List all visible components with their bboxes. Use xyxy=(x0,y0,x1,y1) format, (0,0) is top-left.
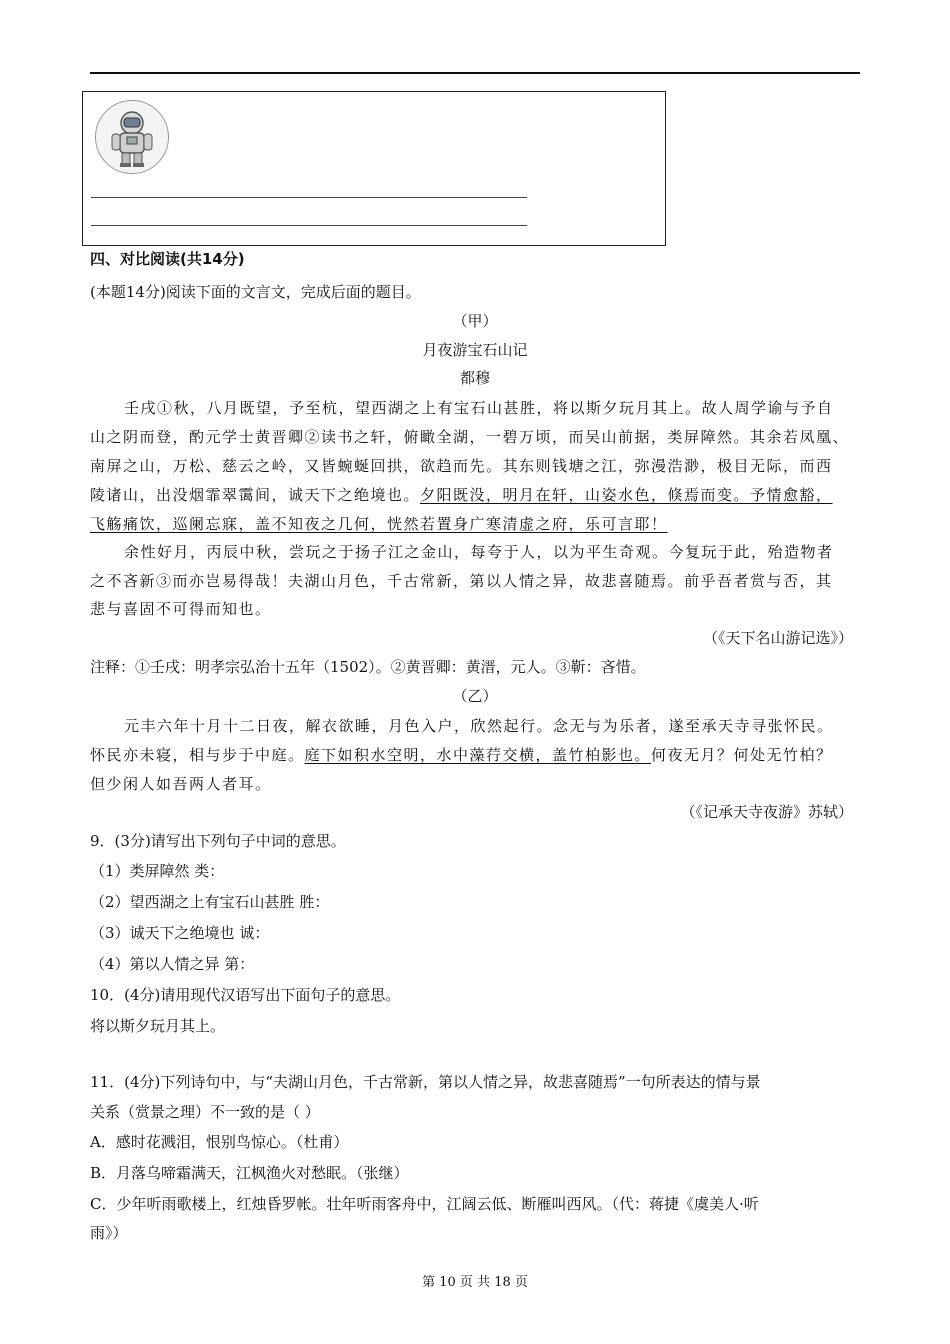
passage-b-source: （《记承天寺夜游》苏轼） xyxy=(680,803,853,821)
underlined-sentence: 庭下如积水空明，水中藻荇交横，盖竹柏影也。 xyxy=(304,746,652,764)
answer-box xyxy=(82,91,666,246)
q10-stem: 10．(4分)请用现代汉语写出下面句子的意思。 xyxy=(90,986,401,1004)
q11-option-c: C．少年听雨歌楼上，红烛昏罗帐。壮年听雨客舟中，江阔云低、断雁叫西风。（代：蒋捷《虞美人·听 xyxy=(90,1195,759,1213)
section-title: 四、对比阅读(共14分) xyxy=(90,250,245,268)
q11-stem: 11．(4分)下列诗句中，与“夫湖山月色，千古常新，第以人情之异，故悲喜随焉”一句所表达的情与景 xyxy=(90,1073,761,1091)
passage-a-title: 月夜游宝石山记 xyxy=(422,341,528,359)
passage-a-line: 余性好月，丙辰中秋，尝玩之于扬子江之金山，每夸于人，以为平生奇观。今复玩于此，殆造物者 xyxy=(124,543,834,561)
q9-item: （4）第以人情之异 第： xyxy=(90,955,255,973)
passage-b-line: 怀民亦未寝，相与步于中庭。庭下如积水空明，水中藻荇交横，盖竹柏影也。何夜无月？何处无竹柏？ xyxy=(90,746,833,764)
passage-a-source: （《天下名山游记选》） xyxy=(702,629,853,647)
q9-stem: 9．(3分)请写出下列句子中词的意思。 xyxy=(90,832,346,850)
q11-option-a: A．感时花溅泪，恨别鸟惊心。（杜甫） xyxy=(90,1133,349,1151)
passage-a-label: （甲） xyxy=(452,312,498,330)
passage-a-line: 之不吝新③而亦岂易得哉！夫湖山月色，千古常新，第以人情之异，故悲喜随焉。前乎吾者赏与否，其 xyxy=(90,572,833,590)
notes: 注释：①壬戌：明孝宗弘治十五年（1502）。②黄晋卿：黄溍，元人。③靳：吝惜。 xyxy=(90,658,646,676)
q9-item: （1）类屏障然 类： xyxy=(90,862,225,880)
answer-line xyxy=(91,225,527,226)
page-footer: 第 10 页 共 18 页 xyxy=(422,1275,528,1290)
underlined-sentence: 夕阳既没，明月在轩，山姿水色，倏焉而变。予情愈豁， xyxy=(420,486,833,504)
q11-option-c: 雨》） xyxy=(90,1224,128,1242)
passage-b-line: 但少闲人如吾两人者耳。 xyxy=(90,775,272,793)
passage-a-line: 悲与喜固不可得而知也。 xyxy=(90,600,272,618)
passage-a-line: 陵诸山，出没烟霏翠霭间，诚天下之绝境也。夕阳既没，明月在轩，山姿水色，倏焉而变。予情愈豁， xyxy=(90,486,833,504)
q9-item: （2）望西湖之上有宝石山甚胜 胜： xyxy=(90,893,330,911)
passage-b-line: 元丰六年十月十二日夜，解衣欲睡，月色入户，欣然起行。念无与为乐者，遂至承天寺寻张怀民。 xyxy=(124,717,834,735)
header-rule xyxy=(90,72,860,74)
intro-text: (本题14分)阅读下面的文言文，完成后面的题目。 xyxy=(90,283,421,301)
answer-line xyxy=(91,197,527,198)
astronaut-icon xyxy=(95,100,169,174)
passage-a-line: 壬戌①秋，八月既望，予至杭，望西湖之上有宝石山甚胜，将以斯夕玩月其上。故人周学谕与予自 xyxy=(124,399,834,417)
passage-a-line: 南屏之山，万松、慈云之岭，又皆蜿蜒回拱，欲趋而先。其东则钱塘之江，弥漫浩渺，极目无际，而西 xyxy=(90,457,833,475)
q9-item: （3）诚天下之绝境也 诚： xyxy=(90,924,270,942)
passage-a-author: 都穆 xyxy=(459,369,490,387)
passage-a-line: 山之阴而登，酌元学士黄晋卿②读书之轩，俯瞰全湖，一碧万顷，而吴山前据，类屏障然。其余若凤凰、 xyxy=(90,428,850,446)
underlined-sentence: 飞觞痛饮，巡阑忘寐，盖不知夜之几何，恍然若置身广寒清虚之府，乐可言耶！ xyxy=(90,515,668,533)
q10-sentence: 将以斯夕玩月其上。 xyxy=(90,1017,226,1035)
q11-stem: 关系（赏景之理）不一致的是（ ） xyxy=(90,1103,320,1121)
passage-b-label: （乙） xyxy=(452,687,498,705)
q11-option-b: B．月落乌啼霜满天，江枫渔火对愁眠。（张继） xyxy=(90,1164,409,1182)
